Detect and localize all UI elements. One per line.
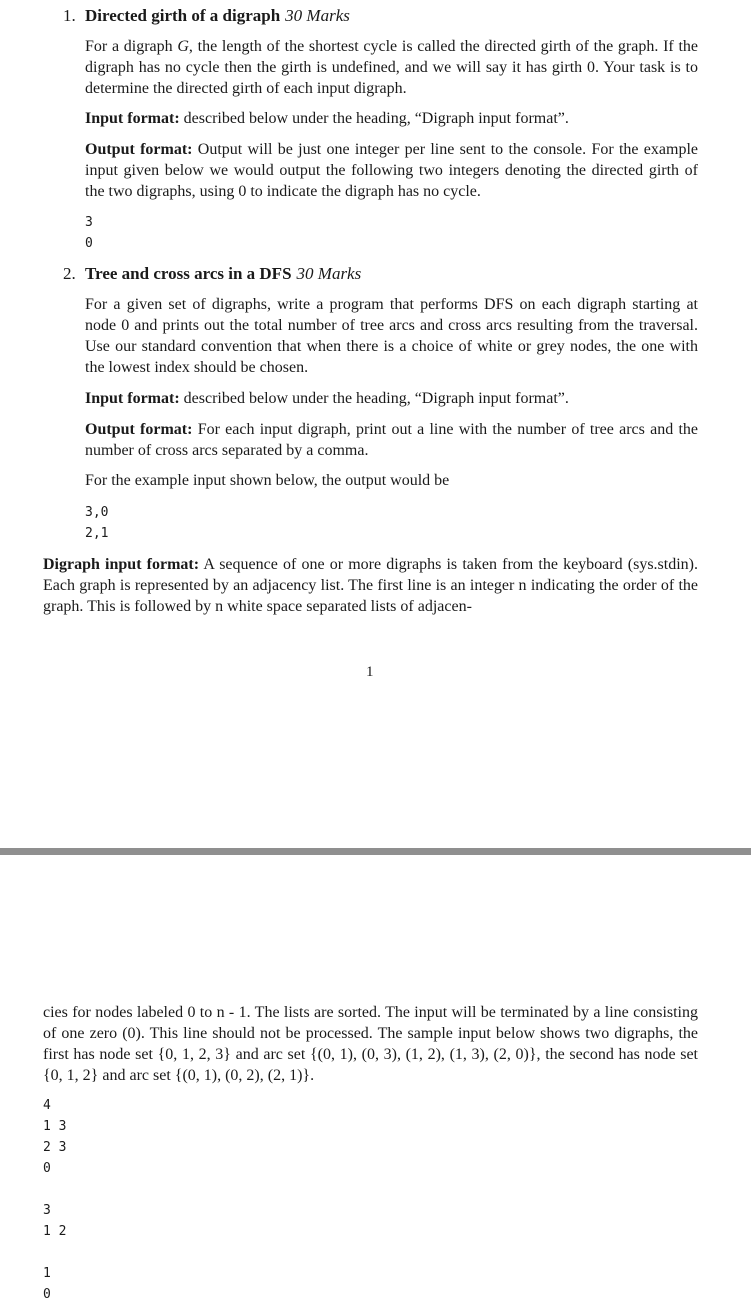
sample-input-line: 1 2 [43,1224,67,1239]
sample-output-line: 3 [85,215,93,230]
sample-input-line: 3 [43,1203,51,1218]
section-2-input-label: Input format: [85,390,180,407]
sample-input-line: 4 [43,1098,51,1113]
digraph-variable: G [177,38,189,55]
digraph-input-format-page2: cies for nodes labeled 0 to n - 1. The lists are sorted. The input will be terminated by a line consisting of one zero (0). This line should not be processed. The sample input below shows two digraphs, the first has node set {0, 1, 2, 3} and arc set {(0, 1), (0, 3), (1, 2), (1, 3), (2, 0)}, the second has node set {0, 1, 2} and arc set {(0, 1), (0, 2), (2, 1)}. [43,1004,698,1084]
document-page-2 [0,855,751,1301]
sample-output-line: 0 [85,236,93,251]
section-2-sample-output [85,502,108,544]
section-2-number: 2. [63,264,76,283]
sample-input-line: 2 3 [43,1140,67,1155]
sample-output-line: 3,0 [85,505,109,520]
section-2-title: Tree and cross arcs in a DFS [85,264,292,283]
page-number: 1 [366,664,374,680]
sample-input-line [43,1242,66,1263]
section-1-output-label: Output format: [85,141,193,158]
sample-input-line: 0 [43,1287,51,1302]
page-separator [0,848,751,855]
section-2-heading [63,263,361,284]
section-2-output-format: Output format: For each input digraph, print out a line with the number of tree arcs and the number of cross arcs separated by a comma. [85,421,698,459]
section-1-sample-output [85,212,93,254]
section-1-input-format: Input format: described below under the heading, “Digraph input format”. [85,110,569,127]
section-1-title: Directed girth of a digraph [85,6,281,25]
sample-input-line: 1 [43,1266,51,1281]
section-2-example-intro: For the example input shown below, the output would be [85,472,450,489]
section-1-input-label: Input format: [85,110,180,127]
section-1-marks: 30 Marks [285,6,350,25]
sample-input-line [43,1179,66,1200]
digraph-input-format-page1: Digraph input format: A sequence of one or more digraphs is taken from the keyboard (sys.stdin). Each graph is represented by an adjacency list. The first line is an integer n indicating the order of the graph. This is followed by n white space separated lists of adjacen- [43,556,698,615]
section-1-heading [63,5,350,26]
section-1-output-format: Output format: Output will be just one integer per line sent to the console. For the example input given below we would output the following two integers denoting the directed girth of the two digraphs, using 0 to indicate the digraph has no cycle. [85,141,699,200]
sample-input-line: 1 3 [43,1119,67,1134]
sample-input-line: 0 [43,1161,51,1176]
section-2-marks: 30 Marks [296,264,362,283]
digraph-sample-input [43,1095,66,1305]
section-2-input-format: Input format: described below under the heading, “Digraph input format”. [85,390,569,407]
section-2-output-label: Output format: [85,421,193,438]
sample-output-line: 2,1 [85,526,109,541]
section-2-intro: For a given set of digraphs, write a program that performs DFS on each digraph starting at node 0 and prints out the total number of tree arcs and cross arcs resulting from the traversal. Use our standard convention that when there is a choice of white or grey nodes, the one with the lowest index should be chosen. [85,296,698,376]
section-1-number: 1. [63,6,76,25]
section-1-intro: For a digraph G, the length of the shortest cycle is called the directed girth of the graph. If the digraph has no cycle then the girth is undefined, and we will say it has girth 0. Your task is to determine the directed girth of each input digraph. [85,38,698,97]
digraph-input-format-label: Digraph input format: [43,556,200,573]
